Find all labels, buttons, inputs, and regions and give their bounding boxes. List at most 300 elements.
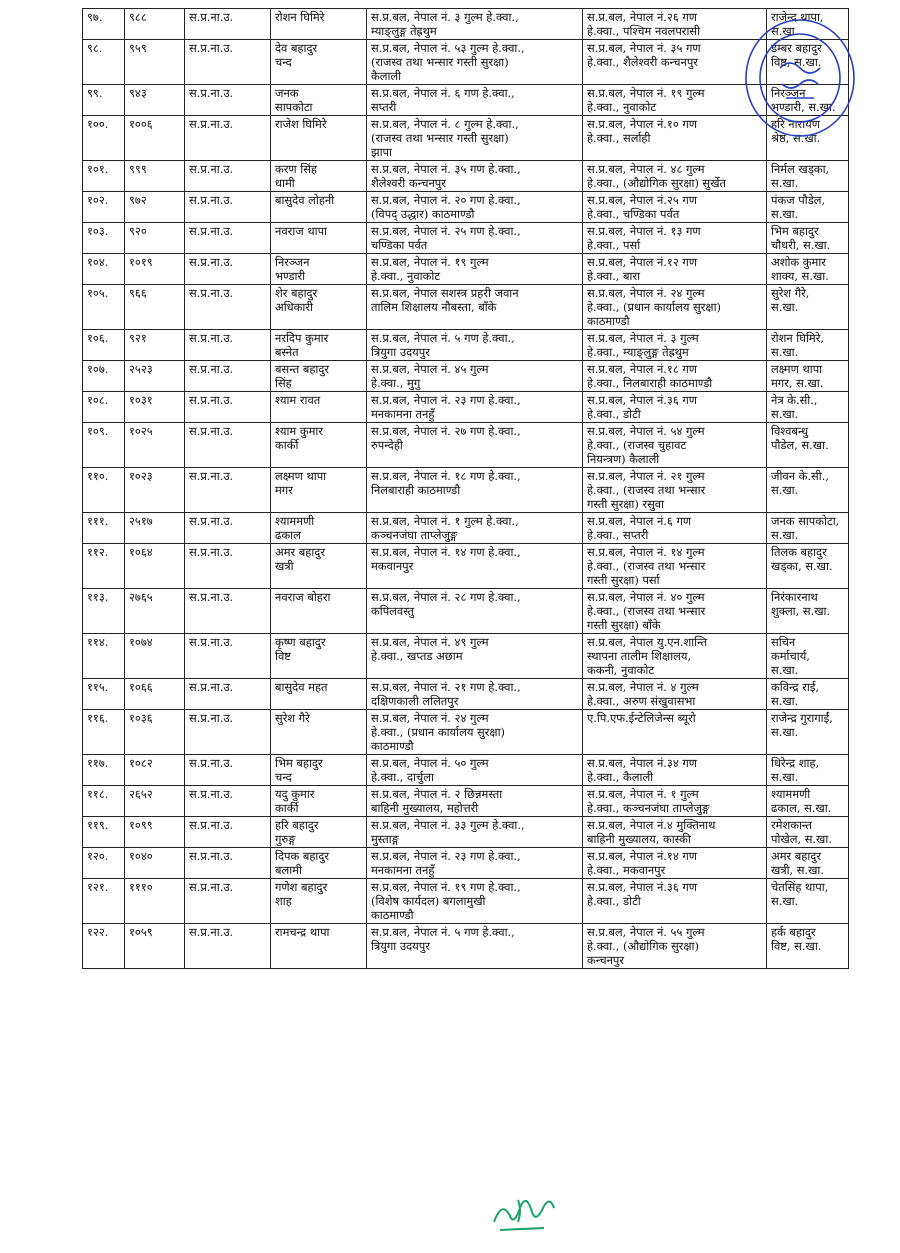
person-name-cell [271, 513, 367, 544]
replacement-cell [767, 223, 849, 254]
table-row [83, 254, 849, 285]
current-unit-cell [367, 513, 583, 544]
current-unit-line: (राजस्व तथा भन्सार गस्ती सुरक्षा) [371, 55, 509, 69]
transferred-unit-line: काठमाण्डौ [587, 314, 630, 328]
replacement-line: शाक्य, स.खा. [771, 269, 829, 283]
current-unit-cell [367, 161, 583, 192]
personnel-number-cell: १००६ [125, 116, 185, 161]
serial-number-cell: १२१. [83, 879, 125, 924]
current-unit-cell [367, 755, 583, 786]
personnel-number-cell: १०९९ [125, 817, 185, 848]
replacement-line: स.खा. [771, 407, 799, 421]
personnel-number-cell: १०३६ [125, 710, 185, 755]
replacement-line: जनक सापकोटा, [771, 514, 840, 528]
table-row [83, 679, 849, 710]
replacement-cell [767, 679, 849, 710]
person-name-cell [271, 786, 367, 817]
personnel-number-cell: ९६६ [125, 285, 185, 330]
current-unit-line: मनकामना तनहुँ [371, 863, 435, 877]
transferred-unit-line: स.प्र.बल, नेपाल नं.६ गण [587, 514, 692, 528]
transferred-unit-line: हे.क्वा., शैलेश्वरी कन्चनपुर [587, 55, 698, 69]
current-unit-cell [367, 254, 583, 285]
transferred-unit-line: हे.क्वा., निलबाराही काठमाण्डौ [587, 376, 713, 390]
rank-cell: स.प्र.ना.उ. [185, 589, 271, 634]
current-unit-line: निलबाराही काठमाण्डौ [371, 483, 461, 497]
transferred-unit-cell [583, 223, 767, 254]
current-unit-cell [367, 285, 583, 330]
replacement-line: स.खा. [771, 770, 799, 784]
transferred-unit-line: हे.क्वा., पर्सा [587, 238, 641, 252]
person-name-cell [271, 710, 367, 755]
transferred-unit-cell [583, 285, 767, 330]
current-unit-cell [367, 544, 583, 589]
replacement-line: सुरेश गैरे, [771, 286, 810, 300]
transferred-unit-line: स.प्र.बल, नेपाल नं.१० गण [587, 117, 698, 131]
replacement-cell [767, 589, 849, 634]
person-name-cell [271, 192, 367, 223]
rank-cell: स.प्र.ना.उ. [185, 9, 271, 40]
current-unit-line: स.प्र.बल, नेपाल नं. १८ गण हे.क्वा., [371, 469, 521, 483]
transferred-unit-cell [583, 513, 767, 544]
transferred-unit-line: स.प्र.बल, नेपाल नं.२६ गण [587, 10, 698, 24]
transfer-table-body [83, 9, 849, 969]
replacement-cell [767, 392, 849, 423]
replacement-cell [767, 634, 849, 679]
current-unit-line: हे.क्वा., खप्तड अछाम [371, 649, 463, 663]
person-name-line: बसन्त बहादुर [275, 362, 330, 376]
person-name-line: हरि बहादुर [275, 818, 319, 832]
current-unit-cell [367, 223, 583, 254]
personnel-number-cell: १०८२ [125, 755, 185, 786]
current-unit-line: तालिम शिक्षालय नौबस्ता, बाँके [371, 300, 497, 314]
transferred-unit-line: हे.क्वा., बारा [587, 269, 641, 283]
current-unit-cell [367, 330, 583, 361]
serial-number-cell: १०२. [83, 192, 125, 223]
signature-stroke [494, 1200, 554, 1230]
rank-cell: स.प्र.ना.उ. [185, 755, 271, 786]
replacement-line: भण्डारी, स.खा. [771, 100, 836, 114]
current-unit-line: (विपद् उद्धार) काठमाण्डौ [371, 207, 475, 221]
replacement-cell [767, 423, 849, 468]
replacement-line: विश्वबन्धु [771, 424, 809, 438]
rank-cell: स.प्र.ना.उ. [185, 116, 271, 161]
current-unit-line: स.प्र.बल, नेपाल नं. २३ गण हे.क्वा., [371, 393, 521, 407]
replacement-line: मगर, स.खा. [771, 376, 824, 390]
rank-cell: स.प्र.ना.उ. [185, 634, 271, 679]
person-name-line: राजेश घिमिरे [275, 117, 327, 131]
serial-number-cell: १०४. [83, 254, 125, 285]
current-unit-line: रुपन्देही [371, 438, 403, 452]
table-row [83, 817, 849, 848]
rank-cell: स.प्र.ना.उ. [185, 513, 271, 544]
person-name-cell [271, 879, 367, 924]
person-name-line: कृष्ण बहादुर [275, 635, 326, 649]
person-name-line: चन्द [275, 770, 292, 784]
serial-number-cell: १०१. [83, 161, 125, 192]
current-unit-cell [367, 361, 583, 392]
transferred-unit-line: स.प्र.बल, नेपाल नं.३४ गण [587, 756, 698, 770]
transferred-unit-line: स.प्र.बल, नेपाल नं.४ मुक्तिनाथ [587, 818, 716, 832]
current-unit-cell [367, 679, 583, 710]
table-row [83, 192, 849, 223]
rank-cell: स.प्र.ना.उ. [185, 924, 271, 969]
person-name-line: श्याम कुमार [275, 424, 323, 438]
rank-cell: स.प्र.ना.उ. [185, 679, 271, 710]
serial-number-cell: १०८. [83, 392, 125, 423]
current-unit-line: स.प्र.बल, नेपाल नं. ५३ गुल्म हे.क्वा., [371, 41, 525, 55]
current-unit-line: झापा [371, 145, 392, 159]
rank-cell: स.प्र.ना.उ. [185, 423, 271, 468]
current-unit-cell [367, 9, 583, 40]
current-unit-line: स.प्र.बल, नेपाल नं. २५ गण हे.क्वा., [371, 224, 521, 238]
replacement-line: स.खा. [771, 894, 799, 908]
transferred-unit-line: गस्ती सुरक्षा) बाँके [587, 618, 661, 632]
replacement-cell [767, 513, 849, 544]
table-row [83, 634, 849, 679]
person-name-line: अमर बहादुर [275, 545, 326, 559]
person-name-line: देव बहादुर [275, 41, 318, 55]
personnel-number-cell: २५२३ [125, 361, 185, 392]
rank-cell: स.प्र.ना.उ. [185, 468, 271, 513]
person-name-line: लक्ष्मण थापा [275, 469, 327, 483]
transferred-unit-line: गस्ती सुरक्षा) पर्सा [587, 573, 660, 587]
rank-cell: स.प्र.ना.उ. [185, 786, 271, 817]
stamp-inner-ring [760, 34, 840, 122]
replacement-line: अशोक कुमार [771, 255, 826, 269]
current-unit-cell [367, 40, 583, 85]
current-unit-line: स.प्र.बल, नेपाल नं. २८ गण हे.क्वा., [371, 590, 521, 604]
person-name-line: सिंह [275, 376, 292, 390]
person-name-line: श्याम रावत [275, 393, 321, 407]
replacement-line: राजेन्द्र थापा, [771, 10, 824, 24]
person-name-cell [271, 361, 367, 392]
person-name-cell [271, 161, 367, 192]
person-name-line: भण्डारी [275, 269, 306, 283]
serial-number-cell: १२२. [83, 924, 125, 969]
personnel-number-cell: ९९९ [125, 161, 185, 192]
transferred-unit-cell [583, 361, 767, 392]
person-name-line: नवराज थापा [275, 224, 327, 238]
transferred-unit-cell [583, 468, 767, 513]
transferred-unit-line: हे.क्वा., नुवाकोट [587, 100, 657, 114]
transferred-unit-line: स.प्र.बल, नेपाल यु.एन.शान्ति [587, 635, 708, 649]
transferred-unit-cell [583, 755, 767, 786]
current-unit-cell [367, 879, 583, 924]
table-row [83, 285, 849, 330]
person-name-line: धामी [275, 176, 295, 190]
serial-number-cell: १०६. [83, 330, 125, 361]
current-unit-line: मकवानपुर [371, 559, 414, 573]
person-name-cell [271, 85, 367, 116]
current-unit-line: स.प्र.बल, नेपाल नं. २ छिन्नमस्ता [371, 787, 503, 801]
transferred-unit-line: स.प्र.बल, नेपाल नं. २१ गुल्म [587, 469, 705, 483]
person-name-cell [271, 254, 367, 285]
serial-number-cell: ११३. [83, 589, 125, 634]
current-unit-line: स.प्र.बल, नेपाल नं. ३३ गुल्म हे.क्वा., [371, 818, 525, 832]
current-unit-line: हे.क्वा., मुगु [371, 376, 421, 390]
table-row [83, 161, 849, 192]
current-unit-line: मुस्ताङ्ग [371, 832, 399, 846]
current-unit-line: चण्डिका पर्वत [371, 238, 428, 252]
rank-cell: स.प्र.ना.उ. [185, 254, 271, 285]
transferred-unit-line: स.प्र.बल, नेपाल नं. ५५ गुल्म [587, 925, 705, 939]
transferred-unit-cell [583, 116, 767, 161]
current-unit-cell [367, 116, 583, 161]
transferred-unit-cell [583, 544, 767, 589]
replacement-line: पोखेल, स.खा. [771, 832, 832, 846]
table-row [83, 513, 849, 544]
person-name-cell [271, 9, 367, 40]
current-unit-line: स.प्र.बल, नेपाल नं. १ गुल्म हे.क्वा., [371, 514, 519, 528]
current-unit-line: शैलेश्वरी कन्चनपुर [371, 176, 446, 190]
replacement-line: श्रेष्ठ, स.खा. [771, 131, 821, 145]
table-row [83, 544, 849, 589]
transferred-unit-cell [583, 254, 767, 285]
current-unit-line: स.प्र.बल, नेपाल नं. ४५ गुल्म [371, 362, 489, 376]
rank-cell: स.प्र.ना.उ. [185, 817, 271, 848]
current-unit-cell [367, 634, 583, 679]
replacement-cell [767, 879, 849, 924]
rank-cell: स.प्र.ना.उ. [185, 848, 271, 879]
replacement-line: सचिन [771, 635, 796, 649]
replacement-line: चेतसिंह थापा, [771, 880, 829, 894]
transferred-unit-cell [583, 879, 767, 924]
person-name-cell [271, 223, 367, 254]
transferred-unit-line: स.प्र.बल, नेपाल नं. २४ गुल्म [587, 286, 705, 300]
replacement-line: स.खा. [771, 725, 799, 739]
transferred-unit-line: हे.क्वा., (औद्योगिक सुरक्षा) सुर्खेत [587, 176, 727, 190]
table-row [83, 9, 849, 40]
replacement-line: अमर बहादुर [771, 849, 822, 863]
person-name-line: खत्री [275, 559, 294, 573]
transferred-unit-line: स.प्र.बल, नेपाल नं. १३ गण [587, 224, 701, 238]
current-unit-line: स.प्र.बल, नेपाल सशस्त्र प्रहरी जवान [371, 286, 519, 300]
transferred-unit-cell [583, 40, 767, 85]
current-unit-line: स.प्र.बल, नेपाल नं. ६ गण हे.क्वा., [371, 86, 515, 100]
replacement-line: रोशन घिमिरे, [771, 331, 825, 345]
transferred-unit-line: हे.क्वा., (राजस्व तथा भन्सार [587, 604, 706, 618]
table-row [83, 879, 849, 924]
current-unit-line: हे.क्वा., नुवाकोट [371, 269, 441, 283]
serial-number-cell: ११९. [83, 817, 125, 848]
current-unit-line: स.प्र.बल, नेपाल नं. २० गण हे.क्वा., [371, 193, 521, 207]
person-name-line: बलामी [275, 863, 302, 877]
serial-number-cell: १११. [83, 513, 125, 544]
table-row [83, 330, 849, 361]
transferred-unit-cell [583, 924, 767, 969]
person-name-line: भिम बहादुर [275, 756, 323, 770]
person-name-cell [271, 392, 367, 423]
rank-cell: स.प्र.ना.उ. [185, 361, 271, 392]
serial-number-cell: १०७. [83, 361, 125, 392]
transferred-unit-cell [583, 817, 767, 848]
replacement-line: निरंकारनाथ [771, 590, 818, 604]
person-name-cell [271, 755, 367, 786]
current-unit-cell [367, 192, 583, 223]
replacement-line: स.खा. [771, 528, 799, 542]
transferred-unit-cell [583, 85, 767, 116]
table-row [83, 710, 849, 755]
transferred-unit-line: स.प्र.बल, नेपाल नं. १४ गुल्म [587, 545, 705, 559]
replacement-line: शुक्ला, स.खा. [771, 604, 831, 618]
current-unit-line: स.प्र.बल, नेपाल नं. १९ गुल्म [371, 255, 489, 269]
current-unit-cell [367, 786, 583, 817]
personnel-number-cell: ९५९ [125, 40, 185, 85]
transferred-unit-line: हे.क्वा., सर्लाही [587, 131, 651, 145]
transferred-unit-line: हे.क्वा., सप्तरी [587, 528, 649, 542]
current-unit-cell [367, 589, 583, 634]
person-name-cell [271, 679, 367, 710]
replacement-line: स.खा. [771, 207, 799, 221]
replacement-line: डम्बर बहादुर [771, 41, 822, 55]
personnel-number-cell: ९८८ [125, 9, 185, 40]
replacement-line: स.खा. [771, 176, 799, 190]
person-name-cell [271, 330, 367, 361]
person-name-line: शेर बहादुर [275, 286, 318, 300]
serial-number-cell: ११४. [83, 634, 125, 679]
replacement-line: धिरेन्द्र शाह, [771, 756, 820, 770]
replacement-line: पौडेल, स.खा. [771, 438, 829, 452]
current-unit-line: हे.क्वा., दार्चुला [371, 770, 434, 784]
current-unit-line: काठमाण्डौ [371, 739, 414, 753]
transferred-unit-line: स.प्र.बल, नेपाल नं. ४ गुल्म [587, 680, 699, 694]
replacement-cell [767, 330, 849, 361]
personnel-number-cell: २५१७ [125, 513, 185, 544]
table-row [83, 361, 849, 392]
transferred-unit-cell [583, 9, 767, 40]
transferred-unit-line: स.प्र.बल, नेपाल नं.१२ गण [587, 255, 698, 269]
person-name-line: करण सिंह [275, 162, 317, 176]
transferred-unit-line: गस्ती सुरक्षा) रसुवा [587, 497, 665, 511]
table-row [83, 85, 849, 116]
person-name-cell [271, 116, 367, 161]
transferred-unit-cell [583, 679, 767, 710]
current-unit-line: सप्तरी [371, 100, 397, 114]
current-unit-cell [367, 85, 583, 116]
replacement-line: लक्ष्मण थापा [771, 362, 823, 376]
person-name-line: श्याममणी [275, 514, 315, 528]
personnel-number-cell: १०६६ [125, 679, 185, 710]
replacement-line: स.खा. [771, 663, 799, 677]
table-row [83, 116, 849, 161]
replacement-cell [767, 254, 849, 285]
person-name-line: रोशन घिमिरे [275, 10, 325, 24]
rank-cell: स.प्र.ना.उ. [185, 710, 271, 755]
transferred-unit-line: कन्चनपुर [587, 953, 625, 967]
replacement-line: राजेन्द्र गुरागाईं, [771, 711, 833, 725]
serial-number-cell: ९९. [83, 85, 125, 116]
current-unit-cell [367, 468, 583, 513]
transferred-unit-line: हे.क्वा., चण्डिका पर्वत [587, 207, 680, 221]
replacement-line: नेत्र के.सी., [771, 393, 818, 407]
current-unit-line: स.प्र.बल, नेपाल नं. ५० गुल्म [371, 756, 489, 770]
personnel-number-cell: २७६५ [125, 589, 185, 634]
person-name-cell [271, 40, 367, 85]
transferred-unit-line: स.प्र.बल, नेपाल नं.२५ गण [587, 193, 698, 207]
rank-cell: स.प्र.ना.उ. [185, 544, 271, 589]
serial-number-cell: १०९. [83, 423, 125, 468]
serial-number-cell: ११५. [83, 679, 125, 710]
current-unit-line: कपिलवस्तु [371, 604, 415, 618]
serial-number-cell: ११८. [83, 786, 125, 817]
personnel-number-cell: १०६४ [125, 544, 185, 589]
serial-number-cell: ११७. [83, 755, 125, 786]
transferred-unit-line: हे.क्वा., (राजस्व तथा भन्सार [587, 483, 706, 497]
transferred-unit-cell [583, 392, 767, 423]
rank-cell: स.प्र.ना.उ. [185, 879, 271, 924]
serial-number-cell: ११६. [83, 710, 125, 755]
transferred-unit-line: हे.क्वा., डोटी [587, 407, 641, 421]
serial-number-cell: १०५. [83, 285, 125, 330]
replacement-line: कविन्द्र राई, [771, 680, 820, 694]
replacement-cell [767, 817, 849, 848]
transferred-unit-line: हे.क्वा., डोटी [587, 894, 641, 908]
serial-number-cell: १०३. [83, 223, 125, 254]
transferred-unit-cell [583, 786, 767, 817]
current-unit-line: स.प्र.बल, नेपाल नं. १९ गण हे.क्वा., [371, 880, 521, 894]
current-unit-cell [367, 710, 583, 755]
rank-cell: स.प्र.ना.उ. [185, 85, 271, 116]
transferred-unit-line: हे.क्वा., (राजस्व चुहावट [587, 438, 687, 452]
person-name-cell [271, 589, 367, 634]
person-name-cell [271, 544, 367, 589]
current-unit-line: दक्षिणकाली ललितपुर [371, 694, 459, 708]
transferred-unit-line: हे.क्वा., (राजस्व तथा भन्सार [587, 559, 706, 573]
transferred-unit-line: स.प्र.बल, नेपाल नं. ३५ गण [587, 41, 701, 55]
personnel-number-cell: १०५९ [125, 924, 185, 969]
current-unit-cell [367, 817, 583, 848]
current-unit-line: स.प्र.बल, नेपाल नं. २७ गण हे.क्वा., [371, 424, 521, 438]
person-name-line: सुरेश गैरे [275, 711, 310, 725]
table-row [83, 848, 849, 879]
transferred-unit-cell [583, 634, 767, 679]
transferred-unit-line: हे.क्वा., पश्चिम नवलपरासी [587, 24, 701, 38]
transferred-unit-line: हे.क्वा., (प्रधान कार्यालय सुरक्षा) [587, 300, 721, 314]
person-name-line: चन्द [275, 55, 292, 69]
current-unit-line: काठमाण्डौ [371, 908, 414, 922]
current-unit-cell [367, 423, 583, 468]
transferred-unit-cell [583, 161, 767, 192]
person-name-line: गणेश बहादुर [275, 880, 328, 894]
replacement-cell [767, 755, 849, 786]
table-row [83, 223, 849, 254]
current-unit-cell [367, 392, 583, 423]
replacement-line: ढकाल, स.खा. [771, 801, 832, 815]
replacement-line: कर्माचार्य, [771, 649, 810, 663]
transferred-unit-line: हे.क्वा., (औद्योगिक सुरक्षा) [587, 939, 699, 953]
transferred-unit-cell [583, 330, 767, 361]
current-unit-line: स.प्र.बल, नेपाल नं. ३५ गण हे.क्वा., [371, 162, 521, 176]
current-unit-line: स.प्र.बल, नेपाल नं. ४९ गुल्म [371, 635, 489, 649]
current-unit-line: त्रियुगा उदयपुर [371, 939, 430, 953]
person-name-cell [271, 924, 367, 969]
transferred-unit-line: नियन्त्रण) कैलाली [587, 452, 660, 466]
replacement-line: विष्ट, स.खा. [771, 939, 822, 953]
current-unit-line: स.प्र.बल, नेपाल नं. ३ गुल्म हे.क्वा., [371, 10, 519, 24]
person-name-line: ढकाल [275, 528, 301, 542]
transferred-unit-line: स.प्र.बल, नेपाल नं. ५४ गुल्म [587, 424, 705, 438]
replacement-cell [767, 786, 849, 817]
personnel-number-cell: १११० [125, 879, 185, 924]
replacement-cell [767, 285, 849, 330]
transferred-unit-cell [583, 589, 767, 634]
table-row [83, 786, 849, 817]
person-name-line: दिपक बहादुर [275, 849, 330, 863]
transfer-table [82, 8, 849, 969]
transferred-unit-line: बाहिनी मुख्यालय, कास्की [587, 832, 691, 846]
replacement-line: विष्ट, स.खा. [771, 55, 822, 69]
personnel-number-cell: १०२३ [125, 468, 185, 513]
